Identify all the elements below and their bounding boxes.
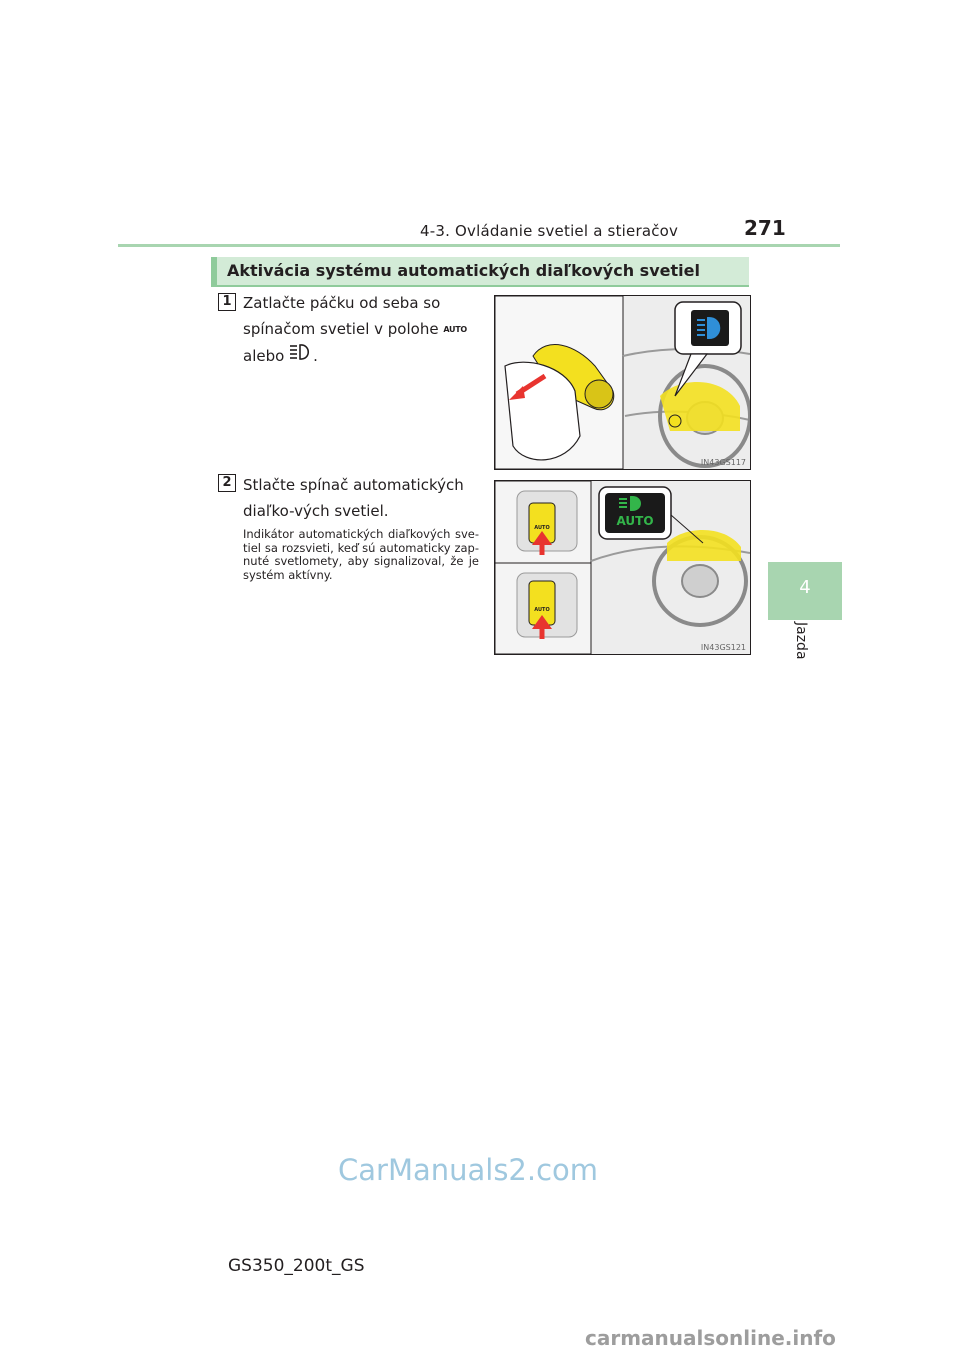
chapter-tab-label [783,622,823,682]
step-1-text [243,290,479,369]
step-2-note: Indikátor automatických diaľkových sve-tiel sa rozsvieti, keď sú automaticky zap-nuté svetlomety, aby signalizoval, že je systém aktívny. [243,527,479,582]
auto-position-icon: AUTO [443,324,467,334]
step-1-badge: 1 [218,293,236,311]
headlight-icon [289,343,313,369]
step-2-image-code: IN43GS121 [700,643,746,652]
step-2-illustration [494,480,751,655]
watermark-carmanuals2[interactable]: CarManuals2.com [338,1153,599,1187]
step-1-text-after: . [313,346,318,365]
section-heading-rule [211,285,749,287]
running-header-section: 4-3. Ovládanie svetiel a stieračov [420,222,679,240]
step-1-illustration [494,295,751,470]
step-1-text-middle: alebo [243,346,285,365]
watermark-carmanualsonline[interactable]: carmanualsonline.info [585,1326,836,1350]
section-heading [211,257,749,285]
section-heading-text: Aktivácia systému automatických diaľkových svetiel [227,261,700,280]
chapter-tab-label-text: Jazda [793,622,809,660]
header-rule [118,244,840,247]
auto-indicator-label: AUTO [616,514,654,528]
step-2-badge: 2 [218,474,236,492]
auto-button-lower-label: AUTO [534,607,550,613]
step-1-image-code: IN43GS117 [700,458,746,467]
page-number: 271 [744,216,786,240]
model-code: GS350_200t_GS [228,1256,365,1276]
step-1-text-before: Zatlačte páčku od seba so spínačom svetiel v polohe [243,294,441,338]
chapter-tab-number: 4 [799,577,811,598]
auto-button-upper-label: AUTO [534,525,550,531]
step-2-text: Stlačte spínač automatických diaľko-vých svetiel. [243,476,464,520]
